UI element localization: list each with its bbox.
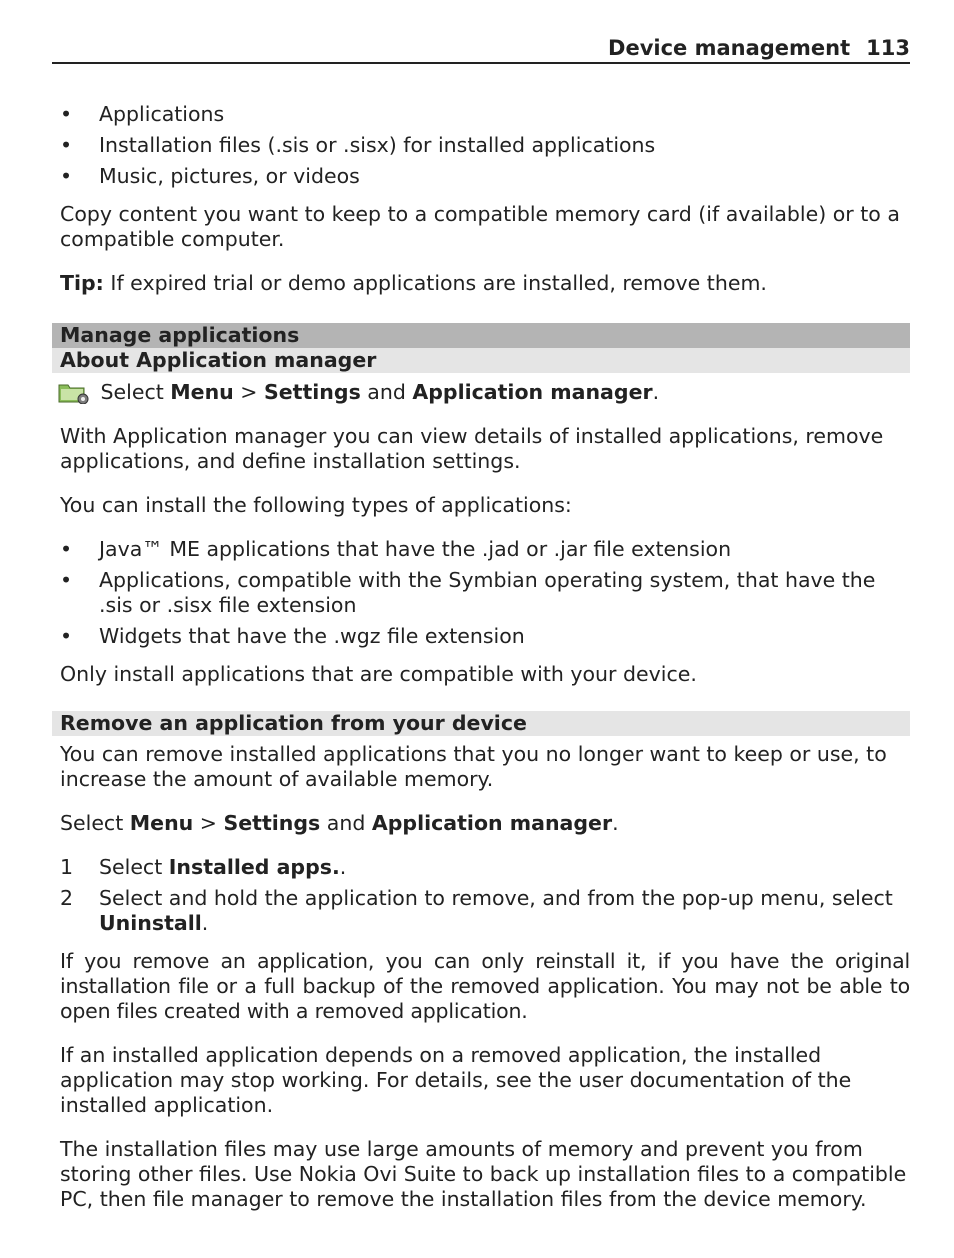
settings-label: Settings bbox=[223, 811, 321, 835]
remove-intro-paragraph: You can remove installed applications that you no longer want to keep or use, to increase the amount of available memory. bbox=[60, 742, 887, 791]
period: . bbox=[339, 855, 347, 879]
select-prefix: Select bbox=[94, 380, 171, 404]
select-path-line bbox=[60, 811, 910, 836]
header-title: Device management bbox=[608, 36, 851, 60]
period: . bbox=[201, 911, 209, 935]
application-manager-label: Application manager bbox=[412, 380, 653, 404]
list-item: • Widgets that have the .wgz file extension bbox=[60, 624, 910, 649]
dependency-paragraph: If an installed application depends on a removed application, the installed application may stop working. For details, see the user documentation of the installed application. bbox=[60, 1043, 852, 1117]
backup-content-list bbox=[60, 102, 910, 189]
period: . bbox=[612, 811, 619, 835]
application-types-list bbox=[60, 537, 910, 649]
application-manager-icon bbox=[58, 379, 90, 404]
select-prefix: Select bbox=[60, 811, 130, 835]
step-option: Uninstall bbox=[99, 911, 202, 935]
step-item bbox=[60, 855, 910, 880]
list-item: • Music, pictures, or videos bbox=[60, 164, 910, 189]
about-paragraph: With Application manager you can view details of installed applications, remove applications, and define installation settings. bbox=[60, 424, 884, 473]
step-text: Select and hold the application to remove, and from the pop-up menu, select bbox=[99, 886, 893, 910]
reinstall-paragraph: If you remove an application, you can only reinstall it, if you have the original installation file or a full backup of the removed application. You may not be able to open files created with a removed application. bbox=[60, 949, 910, 1023]
installation-files-paragraph: The installation files may use large amounts of memory and prevent you from storing other files. Use Nokia Ovi Suite to back up installation files to a compatible PC, then file manager to remove the installation files from the device memory. bbox=[60, 1137, 907, 1211]
tip-paragraph bbox=[60, 271, 910, 296]
and-text: and bbox=[360, 380, 413, 404]
page-number: 113 bbox=[866, 36, 910, 60]
compatibility-note: Only install applications that are compatible with your device. bbox=[60, 662, 697, 686]
path-separator: > bbox=[233, 380, 264, 404]
page-content bbox=[60, 102, 910, 1212]
list-item: • Java™ ME applications that have the .jad or .jar file extension bbox=[60, 537, 910, 562]
tip-text: If expired trial or demo applications are installed, remove them. bbox=[103, 271, 767, 295]
copy-paragraph: Copy content you want to keep to a compatible memory card (if available) or to a compatible computer. bbox=[60, 202, 900, 251]
step-text: Select bbox=[99, 855, 169, 879]
list-item: • Installation files (.sis or .sisx) for installed applications bbox=[60, 133, 910, 158]
menu-label: Menu bbox=[129, 811, 194, 835]
step-option: Installed apps. bbox=[168, 855, 340, 879]
step-number: 1 bbox=[60, 855, 74, 879]
subsection-title: Remove an application from your device bbox=[52, 711, 910, 736]
tip-label: Tip: bbox=[60, 271, 104, 295]
list-item: • Applications, compatible with the Symbian operating system, that have the .sis or .sisx file extension bbox=[60, 568, 910, 618]
settings-label: Settings bbox=[264, 380, 361, 404]
section-title: Manage applications bbox=[52, 323, 910, 348]
period: . bbox=[652, 380, 660, 404]
install-types-intro: You can install the following types of applications: bbox=[60, 493, 572, 517]
step-item bbox=[60, 886, 910, 936]
list-item: • Applications bbox=[60, 102, 910, 127]
page-header bbox=[52, 34, 910, 64]
and-text: and bbox=[320, 811, 372, 835]
menu-label: Menu bbox=[170, 380, 234, 404]
path-separator: > bbox=[193, 811, 224, 835]
step-number: 2 bbox=[60, 886, 74, 910]
removal-steps bbox=[60, 855, 910, 936]
select-path-line bbox=[60, 379, 910, 405]
application-manager-label: Application manager bbox=[371, 811, 613, 835]
subsection-title: About Application manager bbox=[52, 348, 910, 373]
